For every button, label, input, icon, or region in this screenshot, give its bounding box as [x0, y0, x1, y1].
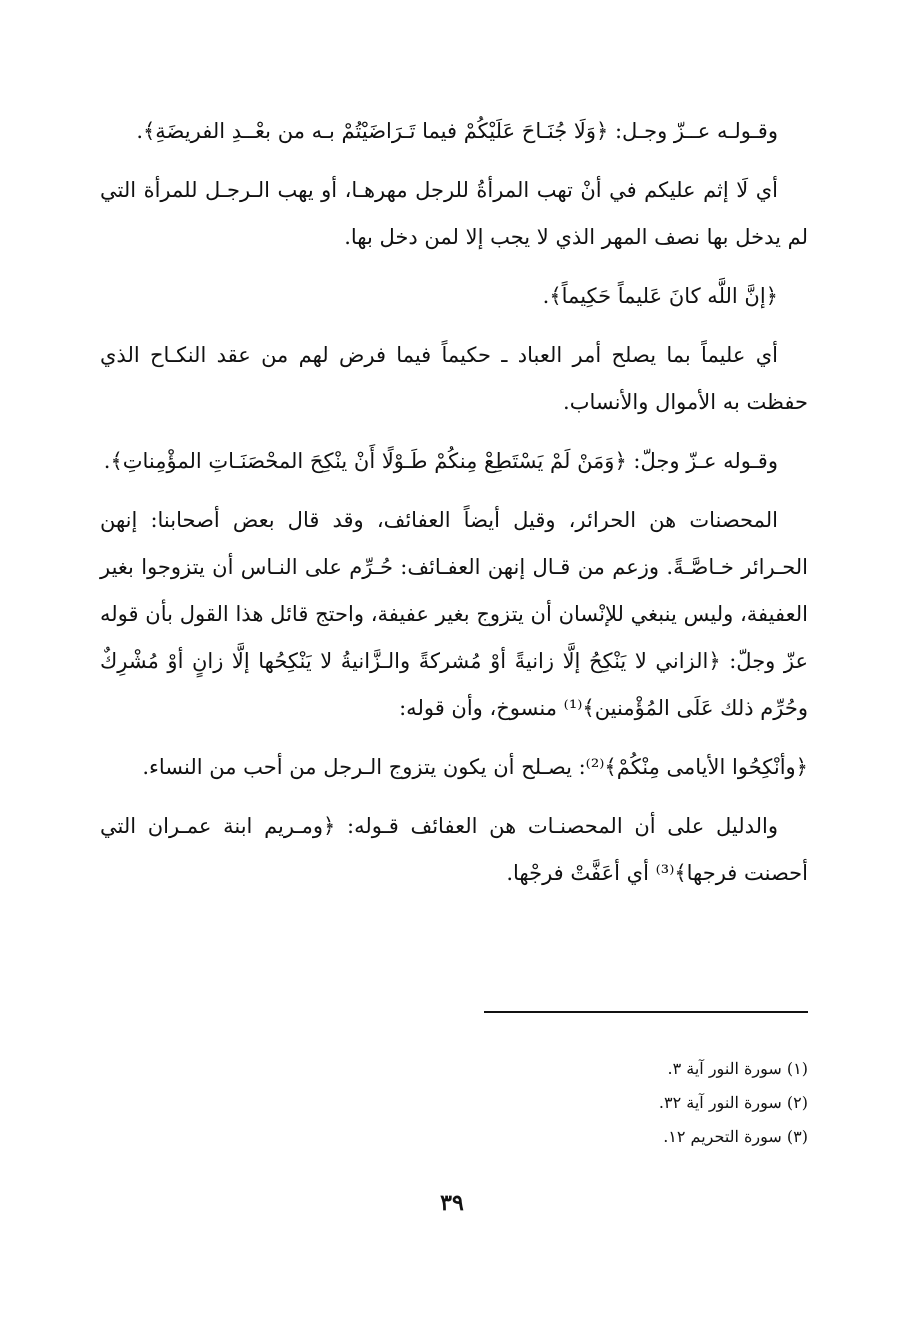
paragraph: ﴿وأنْكِحُوا الأيامى مِنْكُمْ﴾⁽²⁾: يصـلح أن يكون يتزوج الـرجل من أحب من النساء. — [142, 755, 808, 779]
paragraph: والدليل على أن المحصنـات هن العفائف قـوله: ﴿ومـريم ابنة عمـران التي أحصنت فرجها﴾⁽³⁾ أي أعَفَّتْ فرجْها. — [100, 814, 808, 885]
paragraph: ﴿إنَّ اللَّه كانَ عَليماً حَكِيماً﴾. — [542, 284, 778, 308]
paragraph: المحصنات هن الحرائر، وقيل أيضاً العفائف، وقد قال بعض أصحابنا: إنهن الحـرائر خـاصَّـةً. وزعم من قـال إنهن العفـائف: حُـرِّم على النـاس أن يتزوجوا بغير العفيفة، وليس ينبغي للإنْسان أن يتزوج بغير عفيفة، واحتج قائل هذا القول بأن قوله عزّ وجلّ: ﴿الزاني لا يَنْكِحُ إلَّا زانيةً أوْ مُشركةً والـزَّانيةُ لا يَنْكِحُها إلَّا زانٍ أوْ مُشْرِكٌ وحُرِّم ذلك عَلَى المُؤْمنين﴾⁽¹⁾ منسوخ، وأن قوله: — [100, 508, 808, 720]
paragraph: أي عليماً بما يصلح أمر العباد ـ حكيماً فيما فرض لهم من عقد النكـاح الذي حفظت به الأموال والأنساب. — [100, 343, 808, 414]
footnote: (١) سورة النور آية ٣. — [667, 1059, 808, 1078]
footnote: (٢) سورة النور آية ٣٢. — [658, 1093, 808, 1112]
footnote: (٣) سورة التحريم ١٢. — [663, 1127, 808, 1146]
footnote-separator — [484, 1011, 808, 1013]
paragraph: وقـوله عـزّ وجلّ: ﴿وَمَنْ لَمْ يَسْتَطِعْ مِنكُمْ طَـوْلًا أَنْ ينْكِحَ المحْصَنَـاتِ المؤْمِناتِ﴾. — [103, 449, 778, 473]
page-number: ٣٩ — [440, 1190, 464, 1216]
footnotes — [308, 1052, 808, 1154]
paragraph: أي لَا إثم عليكم في أنْ تهب المرأةُ للرجل مهرهـا، أو يهب الـرجـل للمرأة التي لم يدخل بها نصف المهر الذي لا يجب إلا لمن دخل بها. — [100, 178, 808, 249]
paragraph: وقـولـه عــزّ وجـل: ﴿وَلَا جُنَـاحَ عَلَيْكُمْ فيما تَـرَاضَيْتُمْ بـه من بعْــدِ الفريضَةِ﴾. — [136, 119, 778, 143]
main-text — [100, 108, 808, 909]
